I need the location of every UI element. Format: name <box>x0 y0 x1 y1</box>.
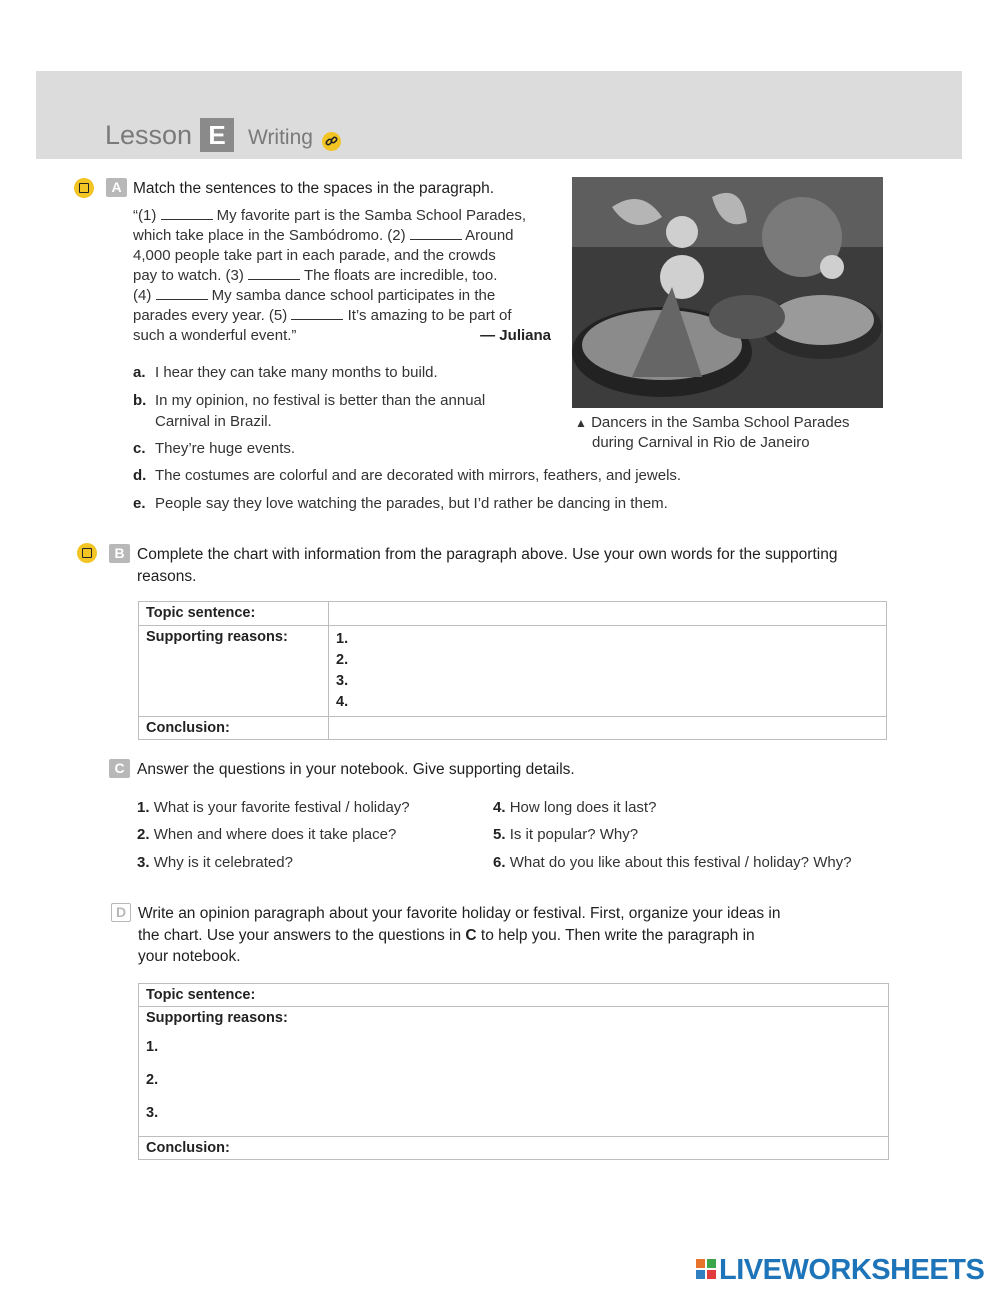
signature: — Juliana <box>480 327 551 344</box>
paragraph-text: parades every year. (5) <box>133 307 288 324</box>
section-c-letter: C <box>109 759 130 778</box>
supporting-label: Supporting reasons: <box>146 1010 288 1026</box>
caption-line: during Carnival in Rio de Janeiro <box>592 434 810 451</box>
caption-line <box>575 413 850 433</box>
question-text: What is your favorite festival / holiday? <box>153 799 410 816</box>
paragraph-line <box>133 206 551 226</box>
supporting-cell[interactable] <box>139 1007 889 1137</box>
question-number: 2. <box>137 826 150 843</box>
chart-b <box>138 601 887 740</box>
question-number: 6. <box>493 854 506 871</box>
carnival-photo-illustration <box>572 177 883 408</box>
paragraph-text: The floats are incredible, too. <box>300 267 498 284</box>
instruction-line: Write an opinion paragraph about your favorite holiday or festival. First, organize your ideas in <box>138 905 781 922</box>
question-1 <box>137 798 410 818</box>
logo-squares-icon <box>696 1259 716 1279</box>
section-b-letter: B <box>109 544 130 563</box>
question-number: 1. <box>137 799 150 816</box>
question-text: What do you like about this festival / holiday? Why? <box>509 854 852 871</box>
blank-3 <box>248 269 300 280</box>
question-2 <box>137 825 396 845</box>
paragraph-line <box>133 246 551 266</box>
triangle-icon: ▲ <box>575 416 587 430</box>
topic-label[interactable]: Topic sentence: <box>139 984 889 1007</box>
instruction-line <box>138 925 780 947</box>
question-text: Is it popular? Why? <box>509 826 639 843</box>
topic-cell[interactable] <box>329 602 887 626</box>
supporting-cell[interactable] <box>329 626 887 717</box>
conclusion-label[interactable]: Conclusion: <box>139 1137 889 1160</box>
question-text: When and where does it take place? <box>153 826 397 843</box>
lesson-letter-badge: E <box>200 118 234 152</box>
section-c-instruction: Answer the questions in your notebook. Give supporting details. <box>137 761 575 778</box>
option-a <box>133 363 438 383</box>
chart-d <box>138 983 889 1160</box>
question-number: 4. <box>493 799 506 816</box>
paragraph-text: (4) <box>133 287 152 304</box>
instruction-text: the chart. Use your answers to the questions in <box>138 926 466 944</box>
option-text: In my opinion, no festival is better than the annual <box>155 392 486 409</box>
paragraph-line <box>133 266 551 286</box>
option-d <box>133 466 681 486</box>
option-text: People say they love watching the parades, but I’d rather be dancing in them. <box>155 495 668 512</box>
question-number: 3. <box>137 854 150 871</box>
lesson-title: Writing <box>248 126 313 149</box>
paragraph-text: 4,000 people take part in each parade, and the crowds <box>133 247 496 264</box>
question-4 <box>493 798 656 818</box>
option-e <box>133 494 668 514</box>
liveworksheets-logo-icon <box>696 1259 716 1279</box>
question-text: Why is it celebrated? <box>153 854 293 871</box>
question-5 <box>493 825 638 845</box>
paragraph-line <box>133 286 551 306</box>
section-a-instruction: Match the sentences to the spaces in the paragraph. <box>133 180 495 197</box>
option-b-cont: Carnival in Brazil. <box>155 413 272 430</box>
paragraph-text: It’s amazing to be part of <box>343 307 512 324</box>
paragraph-line <box>133 226 551 246</box>
option-letter: d. <box>133 467 147 484</box>
section-d-letter: D <box>111 903 131 922</box>
carnival-photo <box>572 177 883 408</box>
reason-number: 2. <box>336 652 349 668</box>
caption-text: Dancers in the Samba School Parades <box>591 414 850 431</box>
topic-label: Topic sentence: <box>139 602 329 626</box>
option-letter: b. <box>133 392 147 409</box>
instruction-line: Complete the chart with information from the paragraph above. Use your own words for the supporting <box>137 546 838 563</box>
paragraph-text: pay to watch. (3) <box>133 267 244 284</box>
photo-caption <box>575 413 850 453</box>
edit-icon[interactable] <box>74 178 94 198</box>
reason-number: 2. <box>146 1072 159 1088</box>
lesson-word: Lesson <box>105 120 193 150</box>
paragraph-line <box>133 326 551 346</box>
option-letter: e. <box>133 495 146 512</box>
option-text: The costumes are colorful and are decorated with mirrors, feathers, and jewels. <box>155 467 682 484</box>
blank-4 <box>156 289 208 300</box>
instruction-line: reasons. <box>137 567 197 585</box>
question-6 <box>493 853 852 873</box>
option-letter: a. <box>133 364 146 381</box>
reason-number: 3. <box>146 1105 159 1121</box>
paragraph-text: which take place in the Sambódromo. (2) <box>133 227 406 244</box>
instruction-text: to help you. Then write the paragraph in <box>476 926 755 944</box>
link-icon-glyph <box>322 132 341 151</box>
liveworksheets-logo-text: LIVEWORKSHEETS <box>719 1254 985 1286</box>
question-text: How long does it last? <box>509 799 657 816</box>
option-letter: c. <box>133 440 146 457</box>
blank-5 <box>291 309 343 320</box>
blank-1 <box>161 209 213 220</box>
reason-number: 3. <box>336 673 349 689</box>
option-c <box>133 439 295 459</box>
blank-2 <box>410 229 462 240</box>
section-a-letter: A <box>106 178 127 197</box>
edit-icon[interactable] <box>77 543 97 563</box>
conclusion-cell[interactable] <box>329 717 887 740</box>
instruction-ref: C <box>465 926 477 944</box>
paragraph-text: “(1) <box>133 207 157 224</box>
section-d-instruction <box>138 903 780 968</box>
reason-number: 1. <box>146 1039 159 1055</box>
reason-number: 4. <box>336 694 349 710</box>
conclusion-label: Conclusion: <box>139 717 329 740</box>
link-icon[interactable] <box>322 132 341 151</box>
paragraph-text: My samba dance school participates in the <box>207 287 496 304</box>
question-3 <box>137 853 293 873</box>
section-a-paragraph <box>133 206 551 346</box>
option-text: I hear they can take many months to build. <box>155 364 438 381</box>
instruction-line: your notebook. <box>138 948 241 965</box>
paragraph-text: My favorite part is the Samba School Parades, <box>212 207 526 224</box>
paragraph-line <box>133 306 551 326</box>
question-number: 5. <box>493 826 506 843</box>
supporting-label: Supporting reasons: <box>139 626 329 717</box>
paragraph-text: such a wonderful event.” <box>133 327 297 344</box>
option-text: They’re huge events. <box>155 440 296 457</box>
paragraph-text: Around <box>461 227 514 244</box>
option-b <box>133 391 485 411</box>
reason-number: 1. <box>336 631 349 647</box>
section-b-instruction <box>137 544 837 587</box>
